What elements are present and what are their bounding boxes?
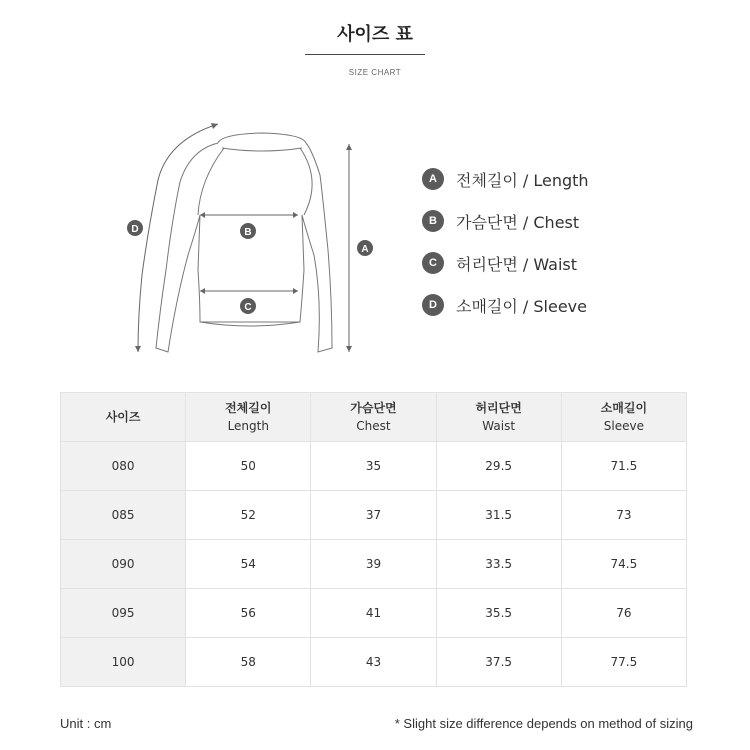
badge-c <box>240 298 256 314</box>
svg-text:C: C <box>244 302 252 313</box>
badge-d-icon: D <box>422 294 444 316</box>
column-header-ko: 허리단면 <box>475 401 522 415</box>
column-header-en: Chest <box>356 419 391 433</box>
chest-measure <box>200 212 298 218</box>
unit-note: Unit : cm <box>60 716 112 731</box>
waist-cell: 33.5 <box>436 540 561 589</box>
column-header-size <box>61 393 186 442</box>
column-header-ko: 소매길이 <box>600 401 648 415</box>
size-cell: 100 <box>61 638 186 687</box>
column-header-en: Length <box>227 419 269 433</box>
length-cell: 52 <box>186 491 311 540</box>
badge-b <box>240 223 256 239</box>
chest-cell: 39 <box>311 540 436 589</box>
table-row <box>61 638 687 687</box>
waist-cell: 35.5 <box>436 589 561 638</box>
legend-item-sleeve <box>422 294 589 316</box>
sleeve-cell: 73 <box>561 491 686 540</box>
length-measure <box>346 144 352 352</box>
column-header-waist <box>436 393 561 442</box>
waist-cell: 29.5 <box>436 442 561 491</box>
column-header-en: Waist <box>482 419 516 433</box>
sleeve-cell: 77.5 <box>561 638 686 687</box>
column-header-length <box>186 393 311 442</box>
column-header-ko: 가슴단면 <box>350 401 397 415</box>
chest-cell: 37 <box>311 491 436 540</box>
size-cell: 090 <box>61 540 186 589</box>
legend-label: 소매길이 / Sleeve <box>456 296 587 316</box>
column-header-chest <box>311 393 436 442</box>
length-cell: 58 <box>186 638 311 687</box>
page-title: 사이즈 표 <box>337 24 413 45</box>
badge-c-icon: C <box>422 252 444 274</box>
badge-d <box>127 220 143 236</box>
column-header-ko: 사이즈 <box>105 410 141 424</box>
sleeve-cell: 71.5 <box>561 442 686 491</box>
size-table <box>60 392 687 687</box>
legend-label: 전체길이 / Length <box>456 170 589 190</box>
badge-a <box>357 240 373 256</box>
sizing-disclaimer: * Slight size difference depends on method of sizing <box>394 716 693 731</box>
legend-item-chest <box>422 210 589 232</box>
column-header-en: Sleeve <box>603 419 644 433</box>
sleeve-cell: 74.5 <box>561 540 686 589</box>
length-cell: 56 <box>186 589 311 638</box>
sleeve-cell: 76 <box>561 589 686 638</box>
table-row <box>61 491 687 540</box>
sleeve-measure <box>135 123 218 352</box>
table-row <box>61 442 687 491</box>
length-cell: 50 <box>186 442 311 491</box>
badge-a-icon: A <box>422 168 444 190</box>
chest-cell: 41 <box>311 589 436 638</box>
shirt-outline <box>156 133 332 352</box>
legend-label: 가슴단면 / Chest <box>456 212 580 232</box>
size-cell: 080 <box>61 442 186 491</box>
chest-cell: 43 <box>311 638 436 687</box>
badge-b-icon: B <box>422 210 444 232</box>
waist-measure <box>200 288 298 294</box>
svg-text:D: D <box>131 224 139 235</box>
size-cell: 095 <box>61 589 186 638</box>
legend-item-waist <box>422 252 589 274</box>
table-row <box>61 540 687 589</box>
svg-text:A: A <box>361 244 369 255</box>
waist-cell: 37.5 <box>436 638 561 687</box>
page-subtitle: SIZE CHART <box>348 68 402 77</box>
table-header-row <box>61 393 687 442</box>
waist-cell: 31.5 <box>436 491 561 540</box>
table-row <box>61 589 687 638</box>
measurement-legend <box>422 168 589 336</box>
size-cell: 085 <box>61 491 186 540</box>
column-header-ko: 전체길이 <box>225 401 272 415</box>
column-header-sleeve <box>561 393 686 442</box>
chest-cell: 35 <box>311 442 436 491</box>
svg-text:B: B <box>244 227 252 238</box>
legend-label: 허리단면 / Waist <box>456 254 578 274</box>
length-cell: 54 <box>186 540 311 589</box>
legend-item-length <box>422 168 589 190</box>
